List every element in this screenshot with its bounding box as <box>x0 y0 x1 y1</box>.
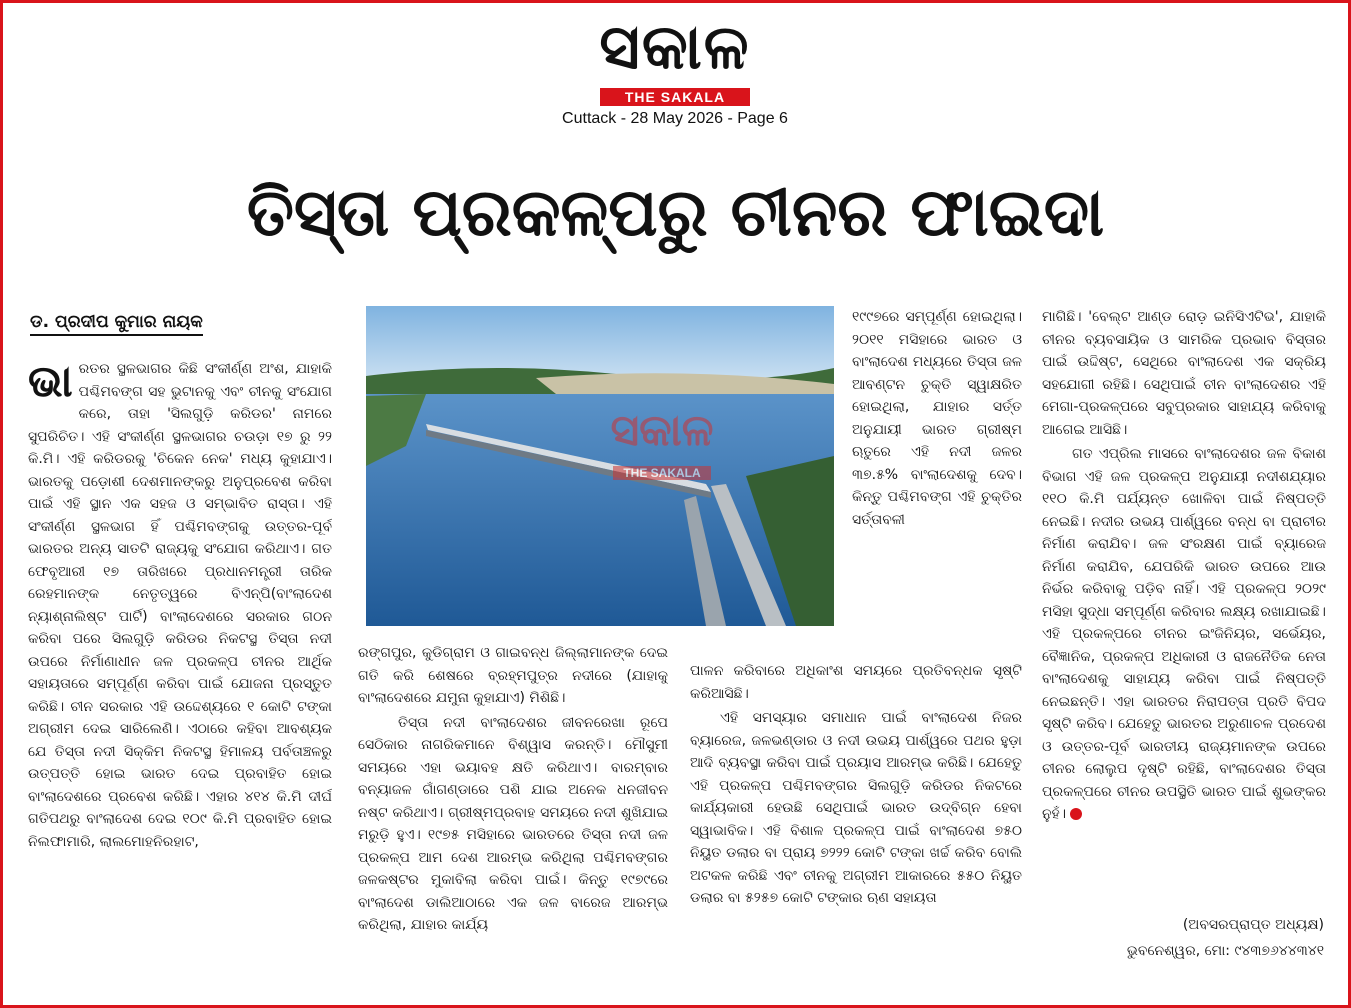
photo-watermark <box>528 400 796 490</box>
column-1-text: ରତର ସ୍ଥଳଭାଗର କିଛି ସଂକୀର୍ଣ୍ଣ ଅଂଶ, ଯାହାକି ପଶ୍ଚିମବଙ୍ଗ ସହ ଭୁଟାନକୁ ଏବଂ ଚୀନକୁ ସଂଯୋଗ କରେ, ତାହା 'ସିଲଗୁଡ଼ି କରିଡର' ନାମରେ ସୁପରିଚିତ। ଏହି ସଂକୀର୍ଣ୍ଣ ସ୍ଥଳଭାଗର ଚଉଡ଼ା ୧୭ ରୁ ୨୨ କି.ମି। ଏହି କରିଡରକୁ 'ଚିକେନ ନେକ' ମଧ୍ୟ କୁହାଯାଏ। ଭାରତକୁ ପଡ଼ୋଶୀ ଦେଶମାନଙ୍କରୁ ଅନୁପ୍ରବେଶ କରିବା ପାଇଁ ଏହି ସ୍ଥାନ ଏକ ସହଜ ଓ ସମ୍ଭାବିତ ରାସ୍ତା। ଏହି ସଂକୀର୍ଣ୍ଣ ସ୍ଥଳଭାଗ ହିଁ ପଶ୍ଚିମବଙ୍ଗକୁ ଉତ୍ତର-ପୂର୍ବ ଭାରତର ଅନ୍ୟ ସାତଟି ରାଜ୍ୟକୁ ସଂଯୋଗ କରିଥାଏ। ଗତ ଫେବୃଆରୀ ୧୭ ତାରିଖରେ ପ୍ରଧାନମନ୍ତ୍ରୀ ତାରିକ ରେହମାନଙ୍କ ନେତୃତ୍ୱରେ ବିଏନ୍‌ପି(ବାଂଲାଦେଶ ନ୍ୟାଶ୍ନାଲିଷ୍ଟ ପାର୍ଟି) ବାଂଲାଦେଶରେ ସରକାର ଗଠନ କରିବା ପରେ ସିଲଗୁଡ଼ି କରିଡର ନିକଟସ୍ଥ ତିସ୍ତା ନଦୀ ଉପରେ ନିର୍ମାଣାଧୀନ ଜଳ ପ୍ରକଳ୍ପ ଚୀନର ଆର୍ଥିକ ସହାୟତାରେ ସମ୍ପୂର୍ଣ୍ଣ କରିବା ପାଇଁ ଯୋଜନା ପ୍ରସ୍ତୁତ କରିଛି। ଚୀନ ସରକାର ଏହି ଉଦ୍ଦେଶ୍ୟରେ ୧ କୋଟି ଟଙ୍କା ଅଗ୍ରୀମ ଦେଇ ସାରିଲେଣି। ଏଠାରେ କହିବା ଆବଶ୍ୟକ ଯେ ତିସ୍ତା ନଦୀ ସିକ୍କିମ ନିକଟସ୍ଥ ହିମାଳୟ ପର୍ବତାଞ୍ଚଳରୁ ଉତ୍ପତ୍ତି ହୋଇ ଭାରତ ଦେଇ ପ୍ରବାହିତ ହୋଇ ବାଂଲାଦେଶରେ ପ୍ରବେଶ କରିଛି। ଏହାର ୪୧୪ କି.ମି ଦୀର୍ଘ ଗତିପଥରୁ ବାଂଲାଦେଶ ଦେଇ ୧୦୯ କି.ମି ପ୍ରବାହିତ ହୋଇ ନିଲଫାମାରି, ଲାଲମୋହନିରହାଟ, <box>28 361 332 850</box>
article-column-4 <box>1042 306 1326 906</box>
article-column-2 <box>358 642 668 982</box>
author-byline: ଡ. ପ୍ରଦୀପ କୁମାର ନାୟକ <box>30 310 203 336</box>
article-column-3-top <box>852 306 1022 654</box>
article-column-1 <box>28 358 332 978</box>
logo-band: THE SAKALA <box>600 88 750 106</box>
author-contact: ଭୁବନେଶ୍ୱର, ମୋ: ୯୪୩୭୬୪୪୩୪୧ <box>1126 943 1324 959</box>
column-2-paragraph-1: ରଙ୍ଗପୁର, କୁଡିଗ୍ରାମ ଓ ଗାଇବନ୍ଧ ଜିଲ୍ଲାମାନଙ୍କ ଦେଇ ଗତି କରି ଶେଷରେ ବ୍ରହ୍ମପୁତ୍ର ନଦୀରେ (ଯାହାକୁ ବାଂଲାଦେଶରେ ଯମୁନା କୁହାଯାଏ) ମିଶିଛି। <box>358 645 668 706</box>
column-3-top-text: ୧୯୯୭ରେ ସମ୍ପୂର୍ଣ୍ଣ ହୋଇଥିଲା। ୨୦୧୧ ମସିହାରେ ଭାରତ ଓ ବାଂଲାଦେଶ ମଧ୍ୟରେ ତିସ୍ତା ଜଳ ଆବଣ୍ଟନ ଚୁକ୍ତି ସ୍ୱାକ୍ଷରିତ ହୋଇଥିଲା, ଯାହାର ସର୍ତ୍ତ ଅନୁଯାୟୀ ଭାରତ ଗ୍ରୀଷ୍ମ ଋତୁରେ ଏହି ନଦୀ ଜଳର ୩୭.୫% ବାଂଲାଦେଶକୁ ଦେବ। କିନ୍ତୁ ପଶ୍ଚିମବଙ୍ଗ ଏହି ଚୁକ୍ତିର ସର୍ତ୍ତାବଳୀ <box>852 309 1022 528</box>
end-mark-icon <box>1070 808 1082 820</box>
article-headline: ତିସ୍ତା ପ୍ରକଳ୍ପରୁ ଚୀନର ଫାଇଦା <box>246 174 1105 251</box>
author-designation: (ଅବସରପ୍ରାପ୍ତ ଅଧ୍ୟକ୍ଷ) <box>1182 917 1324 933</box>
dateline: Cuttack - 28 May 2026 - Page 6 <box>562 110 788 127</box>
column-3-paragraph-2: ଏହି ସମସ୍ୟାର ସମାଧାନ ପାଇଁ ବାଂଲାଦେଶ ନିଜର ବ୍ୟାରେଜ, ଜଳଭଣ୍ଡାର ଓ ନଦୀ ଉଭୟ ପାର୍ଶ୍ୱରେ ପଥର ହୁଡ଼ା ଆଦି ବ୍ୟବସ୍ଥା କରିବା ପାଇଁ ପ୍ରୟାସ ଆରମ୍ଭ କରିଛି। ଯେହେତୁ ଏହି ପ୍ରକଳ୍ପ ପଶ୍ଚିମବଙ୍ଗର ସିଲଗୁଡ଼ି କରିଡର ନିକଟରେ କାର୍ଯ୍ୟକାରୀ ହେଉଛି ସେଥିପାଇଁ ଭାରତ ଉଦ୍‌ବିଗ୍ନ ହେବା ସ୍ୱାଭାବିକ। ଏହି ବିଶାଳ ପ୍ରକଳ୍ପ ପାଇଁ ବାଂଲାଦେଶ ୭୫୦ ନିୟୁତ ଡଲାର ବା ପ୍ରାୟ ୭୨୨୨ କୋଟି ଟଙ୍କା ଖର୍ଚ୍ଚ କରିବ ବୋଲି ଅଟକଳ କରିଛି ଏବଂ ଚୀନକୁ ଅଗ୍ରୀମ ଆକାରରେ ୫୫୦ ନିୟୁତ ଡଲାର ବା ୫୨୫୭ କୋଟି ଟଙ୍କାର ଋଣ ସହାୟତା <box>690 710 1022 906</box>
watermark-band: THE SAKALA <box>613 466 710 480</box>
masthead <box>520 6 830 132</box>
column-4-paragraph-2: ଗତ ଏପ୍ରିଲ ମାସରେ ବାଂଲାଦେଶର ଜଳ ବିକାଶ ବିଭାଗ ଏହି ଜଳ ପ୍ରକଳ୍ପ ଅନୁଯାୟୀ ନଦୀଶଯ୍ୟାର ୧୧୦ କି.ମି ପର୍ଯ୍ୟନ୍ତ ଖୋଳିବା ପାଇଁ ନିଷ୍ପତ୍ତି ନେଇଛି। ନଦୀର ଉଭୟ ପାର୍ଶ୍ୱରେ ବନ୍ଧ ବା ପ୍ରାଚୀର ନିର୍ମାଣ କରାଯିବ। ଜଳ ସଂରକ୍ଷଣ ପାଇଁ ବ୍ୟାରେଜ ନିର୍ମାଣ କରାଯିବ, ଯେପରିକି ଭାରତ ଉପରେ ଆଉ ନିର୍ଭର କରିବାକୁ ପଡ଼ିବ ନାହିଁ। ଏହି ପ୍ରକଳ୍ପ ୨୦୨୯ ମସିହା ସୁଦ୍ଧା ସମ୍ପୂର୍ଣ୍ଣ କରିବାର ଲକ୍ଷ୍ୟ ରଖାଯାଇଛି। ଏହି ପ୍ରକଳ୍ପରେ ଚୀନର ଇଂଜିନିୟର, ସର୍ଭେୟର, ବୈଜ୍ଞାନିକ, ପ୍ରକଳ୍ପ ଅଧିକାରୀ ଓ ରାଜନୈତିକ ନେତା ବାଂଲାଦେଶକୁ ସାହାଯ୍ୟ କରିବା ପାଇଁ ନିଷ୍ପତ୍ତି ନେଇଛନ୍ତି। ଏହା ଭାରତର ନିରାପତ୍ତା ପ୍ରତି ବିପଦ ସୃଷ୍ଟି କରିବ। ଯେହେତୁ ଭାରତର ଅରୁଣାଚଳ ପ୍ରଦେଶ ଓ ଉତ୍ତର-ପୂର୍ବ ଭାରତୀୟ ରାଜ୍ୟମାନଙ୍କ ଉପରେ ଚୀନର ଲୋଲୁପ ଦୃଷ୍ଟି ରହିଛି, ବାଂଲାଦେଶର ତିସ୍ତା ପ୍ରକଳ୍ପରେ ଚୀନର ଉପସ୍ଥିତି ଭାରତ ପାଇଁ ଶୁଭଙ୍କର ନୁହଁ। <box>1042 446 1326 822</box>
article-column-3-bottom <box>690 660 1022 978</box>
newspaper-logo: ସକାଳ <box>599 10 751 83</box>
column-3-paragraph-1: ପାଳନ କରିବାରେ ଅଧିକାଂଶ ସମୟରେ ପ୍ରତିବନ୍ଧକ ସୃଷ୍ଟି କରିଆସିଛି। <box>690 663 1022 702</box>
column-4-paragraph-1: ମାଗିଛି। 'ବେଲ୍ଟ ଆଣ୍ଡ ରୋଡ଼ ଇନିସିଏଟିଭ', ଯାହାକି ଚୀନର ବ୍ୟବସାୟିକ ଓ ସାମରିକ ପ୍ରଭାବ ବିସ୍ତାର ପାଇଁ ଉଦ୍ଦିଷ୍ଟ, ସେଥିରେ ବାଂଲାଦେଶ ଏକ ସକ୍ରିୟ ସହଯୋଗୀ ରହିଛି। ସେଥିପାଇଁ ଚୀନ ବାଂଲାଦେଶର ଏହି ମେଗା-ପ୍ରକଳ୍ପରେ ସବୁପ୍ରକାର ସାହାଯ୍ୟ କରିବାକୁ ଆଗେଇ ଆସିଛି। <box>1042 309 1326 438</box>
watermark-logo: ସକାଳ <box>610 405 714 456</box>
drop-cap: ଭା <box>28 358 73 407</box>
column-2-paragraph-2: ତିସ୍ତା ନଦୀ ବାଂଲାଦେଶର ଜୀବନରେଖା ରୂପେ ସେଠିକାର ନାଗରିକମାନେ ବିଶ୍ୱାସ କରନ୍ତି। ମୌସୁମୀ ସମୟରେ ଏହା ଭୟାବହ କ୍ଷତି କରିଥାଏ। ବାରମ୍ବାର ବନ୍ୟାଜଳ ଗାଁଗଣ୍ଡାରେ ପଶି ଯାଇ ଅନେକ ଧନଜୀବନ ନଷ୍ଟ କରିଥାଏ। ଗ୍ରୀଷ୍ମପ୍ରବାହ ସମୟରେ ନଦୀ ଶୁଖିଯାଇ ମରୁଡ଼ି ହୁଏ। ୧୯୭୫ ମସିହାରେ ଭାରତରେ ତିସ୍ତା ନଦୀ ଜଳ ପ୍ରକଳ୍ପ ଆମ ଦେଶ ଆରମ୍ଭ କରିଥିଲା ପଶ୍ଚିମବଙ୍ଗର ଜଳକଷ୍ଟର ମୁକାବିଲା କରିବା ପାଇଁ। କିନ୍ତୁ ୧୯୭୯ରେ ବାଂଲାଦେଶ ଡାଲିଆଠାରେ ଏକ ଜଳ ବାରେଜ ଆରମ୍ଭ କରିଥିଲା, ଯାହାର କାର୍ଯ୍ୟ <box>358 714 668 933</box>
